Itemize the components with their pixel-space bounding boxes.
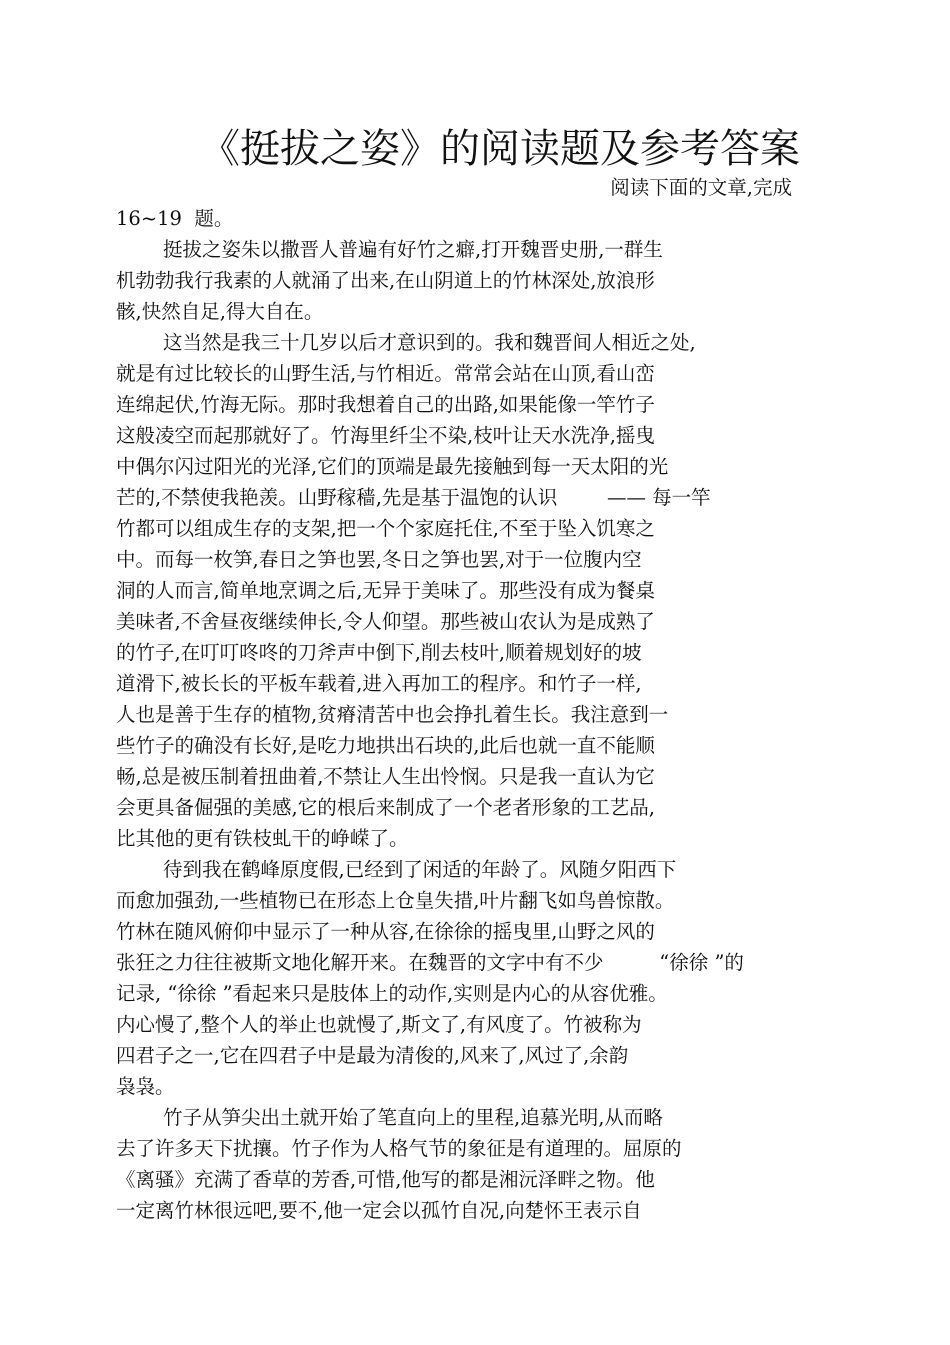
paragraph-line: 记录, “徐徐 ”看起来只是肢体上的动作,实则是内心的从容优雅。 bbox=[116, 982, 668, 1005]
paragraph-line: 《离骚》充满了香草的芳香,可惜,他写的都是湘沅泽畔之物。他 bbox=[116, 1168, 655, 1191]
paragraph-line: 四君子之一,它在四君子中是最为清俊的,风来了,风过了,余韵 bbox=[116, 1044, 629, 1067]
paragraph-line: 会更具备倔强的美感,它的根后来制成了一个老者形象的工艺品, bbox=[116, 796, 655, 819]
paragraph-line: 畅,总是被压制着扭曲着,不禁让人生出怜悯。只是我一直认为它 bbox=[116, 765, 655, 788]
instruction-line: 阅读下面的文章,完成 bbox=[610, 176, 792, 199]
paragraph-line: 美味者,不舍昼夜继续伸长,令人仰望。那些被山农认为是成熟了 bbox=[116, 610, 655, 633]
paragraph-line: 机勃勃我行我素的人就涌了出来,在山阴道上的竹林深处,放浪形 bbox=[116, 269, 655, 292]
paragraph-line: 骸,快然自足,得大自在。 bbox=[116, 300, 324, 323]
paragraph-line: 人也是善于生存的植物,贫瘠清苦中也会挣扎着生长。我注意到一 bbox=[116, 703, 669, 726]
paragraph-line: 这般凌空而起那就好了。竹海里纤尘不染,枝叶让天水洗净,摇曳 bbox=[116, 424, 655, 447]
paragraph-line: 连绵起伏,竹海无际。那时我想着自己的出路,如果能像一竿竹子 bbox=[116, 393, 655, 416]
paragraph-line: 而愈加强劲,一些植物已在形态上仓皇失措,叶片翻飞如鸟兽惊散。 bbox=[116, 889, 675, 912]
paragraph-line: 袅袅。 bbox=[116, 1075, 175, 1098]
paragraph-line: 芒的,不禁使我艳羡。山野稼穑,先是基于温饱的认识 —— 每一竿 bbox=[116, 486, 711, 509]
paragraph-line: 一定离竹林很远吧,要不,他一定会以孤竹自况,向楚怀王表示自 bbox=[116, 1199, 642, 1222]
paragraph-line: 的竹子,在叮叮咚咚的刀斧声中倒下,削去枝叶,顺着规划好的坡 bbox=[116, 641, 642, 664]
paragraph-line: 这当然是我三十几岁以后才意识到的。我和魏晋间人相近之处, bbox=[163, 331, 696, 354]
paragraph-line: 中。而每一枚笋,春日之笋也罢,冬日之笋也罢,对于一位腹内空 bbox=[116, 548, 642, 571]
paragraph-line: 竹都可以组成生存的支架,把一个个家庭托住,不至于坠入饥寒之 bbox=[116, 517, 655, 540]
paragraph-line: 竹子从笋尖出土就开始了笔直向上的里程,追慕光明,从而略 bbox=[163, 1106, 663, 1129]
paragraph-line: 去了许多天下扰攘。竹子作为人格气节的象征是有道理的。屈原的 bbox=[116, 1137, 682, 1160]
paragraph-line: 洞的人而言,简单地烹调之后,无异于美味了。那些没有成为餐桌 bbox=[116, 579, 655, 602]
paragraph-line: 中偶尔闪过阳光的光泽,它们的顶端是最先接触到每一天太阳的光 bbox=[116, 455, 669, 478]
article-body bbox=[116, 172, 816, 1226]
paragraph-line: 内心慢了,整个人的举止也就慢了,斯文了,有风度了。竹被称为 bbox=[116, 1013, 642, 1036]
paragraph-line: 挺拔之姿朱以撒晋人普遍有好竹之癖,打开魏晋史册,一群生 bbox=[163, 238, 663, 261]
paragraph-line: 待到我在鹤峰原度假,已经到了闲适的年龄了。风随夕阳西下 bbox=[163, 858, 677, 881]
paragraph-line: 些竹子的确没有长好,是吃力地拱出石块的,此后也就一直不能顺 bbox=[116, 734, 655, 757]
paragraph-line: 竹林在随风俯仰中显示了一种从容,在徐徐的摇曳里,山野之风的 bbox=[116, 920, 655, 943]
page-title: 《挺拔之姿》的阅读题及参考答案 bbox=[200, 126, 800, 172]
paragraph-line: 就是有过比较长的山野生活,与竹相近。常常会站在山顶,看山峦 bbox=[116, 362, 655, 385]
instruction-line: 16~19 题。 bbox=[116, 207, 234, 230]
paragraph-line: 比其他的更有铁枝虬干的峥嵘了。 bbox=[116, 827, 409, 850]
paragraph-line: 道滑下,被长长的平板车载着,进入再加工的程序。和竹子一样, bbox=[116, 672, 642, 695]
paragraph-line: 张狂之力往往被斯文地化解开来。在魏晋的文字中有不少 “徐徐 ”的 bbox=[116, 951, 744, 974]
